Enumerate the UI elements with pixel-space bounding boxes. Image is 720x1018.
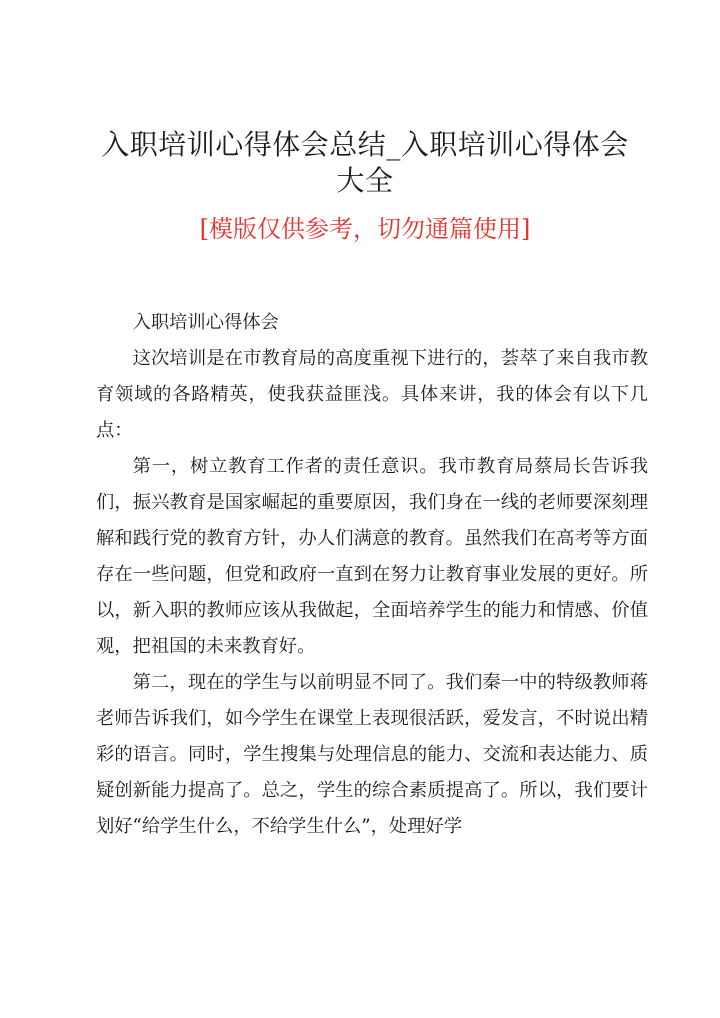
document-title: 入职培训心得体会总结_入职培训心得体会大全 <box>101 128 629 197</box>
section-heading: 入职培训心得体会 <box>132 312 279 333</box>
paragraph: 第二，现在的学生与以前明显不同了。我们秦一中的特级教师蒋老师告诉我们，如今学生在课堂上表现很活跃，爱发言，不时说出精彩的语言。同时，学生搜集与处理信息的能力、交流和表达能力、质疑创新能力提高了。总之，学生的综合素质提高了。所以，我们要计划好“给学生什么，不给学生什么”，处理好学 <box>96 672 648 837</box>
document-body <box>96 305 648 845</box>
paragraph: 这次培训是在市教育局的高度重视下进行的，荟萃了来自我市教育领域的各路精英，使我获益匪浅。具体来讲，我的体会有以下几点： <box>96 348 648 441</box>
template-notice: [模版仅供参考，切勿通篇使用] <box>199 215 531 243</box>
paragraph: 第一，树立教育工作者的责任意识。我市教育局蔡局长告诉我们，振兴教育是国家崛起的重要原因，我们身在一线的老师要深刻理解和践行党的教育方针，办人们满意的教育。虽然我们在高考等方面存在一些问题，但党和政府一直到在努力让教育事业发展的更好。所以，新入职的教师应该从我做起，全面培养学生的能力和情感、价值观，把祖国的未来教育好。 <box>96 456 648 657</box>
